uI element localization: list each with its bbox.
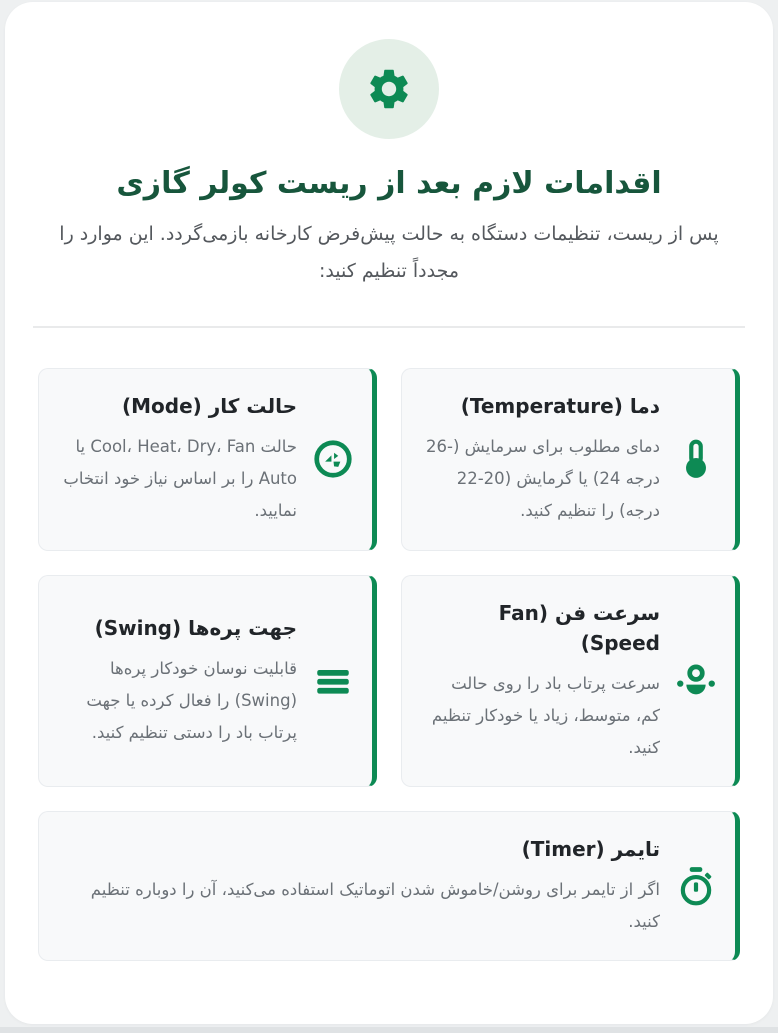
card-description: اگر از تایمر برای روشن/خاموش شدن اتوماتیک استفاده می‌کنید، آن را دوباره تنظیم کنید. [90, 880, 660, 932]
card-title: دما (Temperature) [460, 394, 660, 419]
info-card-timer [38, 811, 740, 961]
info-card-temperature [401, 368, 740, 551]
divider [33, 326, 745, 328]
gear-icon [365, 65, 413, 113]
info-card-swing [38, 575, 377, 788]
settings-badge [339, 39, 439, 139]
page-title: اقدامات لازم بعد از ریست کولر گازی [116, 166, 662, 201]
card-description: دمای مطلوب برای سرمایش (⁦26-24 درجه⁩) یا گرمایش (⁦22-20 درجه⁩) را تنظیم کنید. [425, 437, 660, 521]
swing-lines-icon [312, 660, 354, 702]
card-title: سرعت فن (Fan Speed) [498, 600, 660, 655]
card-description: قابلیت نوسان خودکار پره‌ها (Swing) را فعال کرده یا جهت پرتاب باد را دستی تنظیم کنید. [86, 658, 297, 742]
info-card-fan-speed [401, 575, 740, 788]
mode-cycle-icon [312, 438, 354, 480]
timer-icon [675, 865, 717, 907]
card-title: تایمر (Timer) [521, 837, 660, 862]
card-description: سرعت پرتاب باد را روی حالت کم، متوسط، زیاد یا خودکار تنظیم کنید. [431, 673, 660, 757]
info-card-mode [38, 368, 377, 551]
page-bottom-edge [0, 1027, 778, 1033]
card-title: جهت پره‌ها (Swing) [94, 615, 297, 640]
article-sheet [5, 2, 773, 1024]
cards-grid [38, 368, 740, 961]
page-subtitle: پس از ریست، تنظیمات دستگاه به حالت پیش‌فرض کارخانه بازمی‌گردد. این موارد را مجدداً تنظیم کنید: [59, 223, 719, 283]
card-description: حالت Cool، Heat، Dry، Fan یا Auto را بر اساس نیاز خود انتخاب نمایید. [63, 437, 297, 521]
fan-speed-icon [675, 660, 717, 702]
card-title: حالت کار (Mode) [122, 394, 297, 419]
thermometer-icon [675, 438, 717, 480]
